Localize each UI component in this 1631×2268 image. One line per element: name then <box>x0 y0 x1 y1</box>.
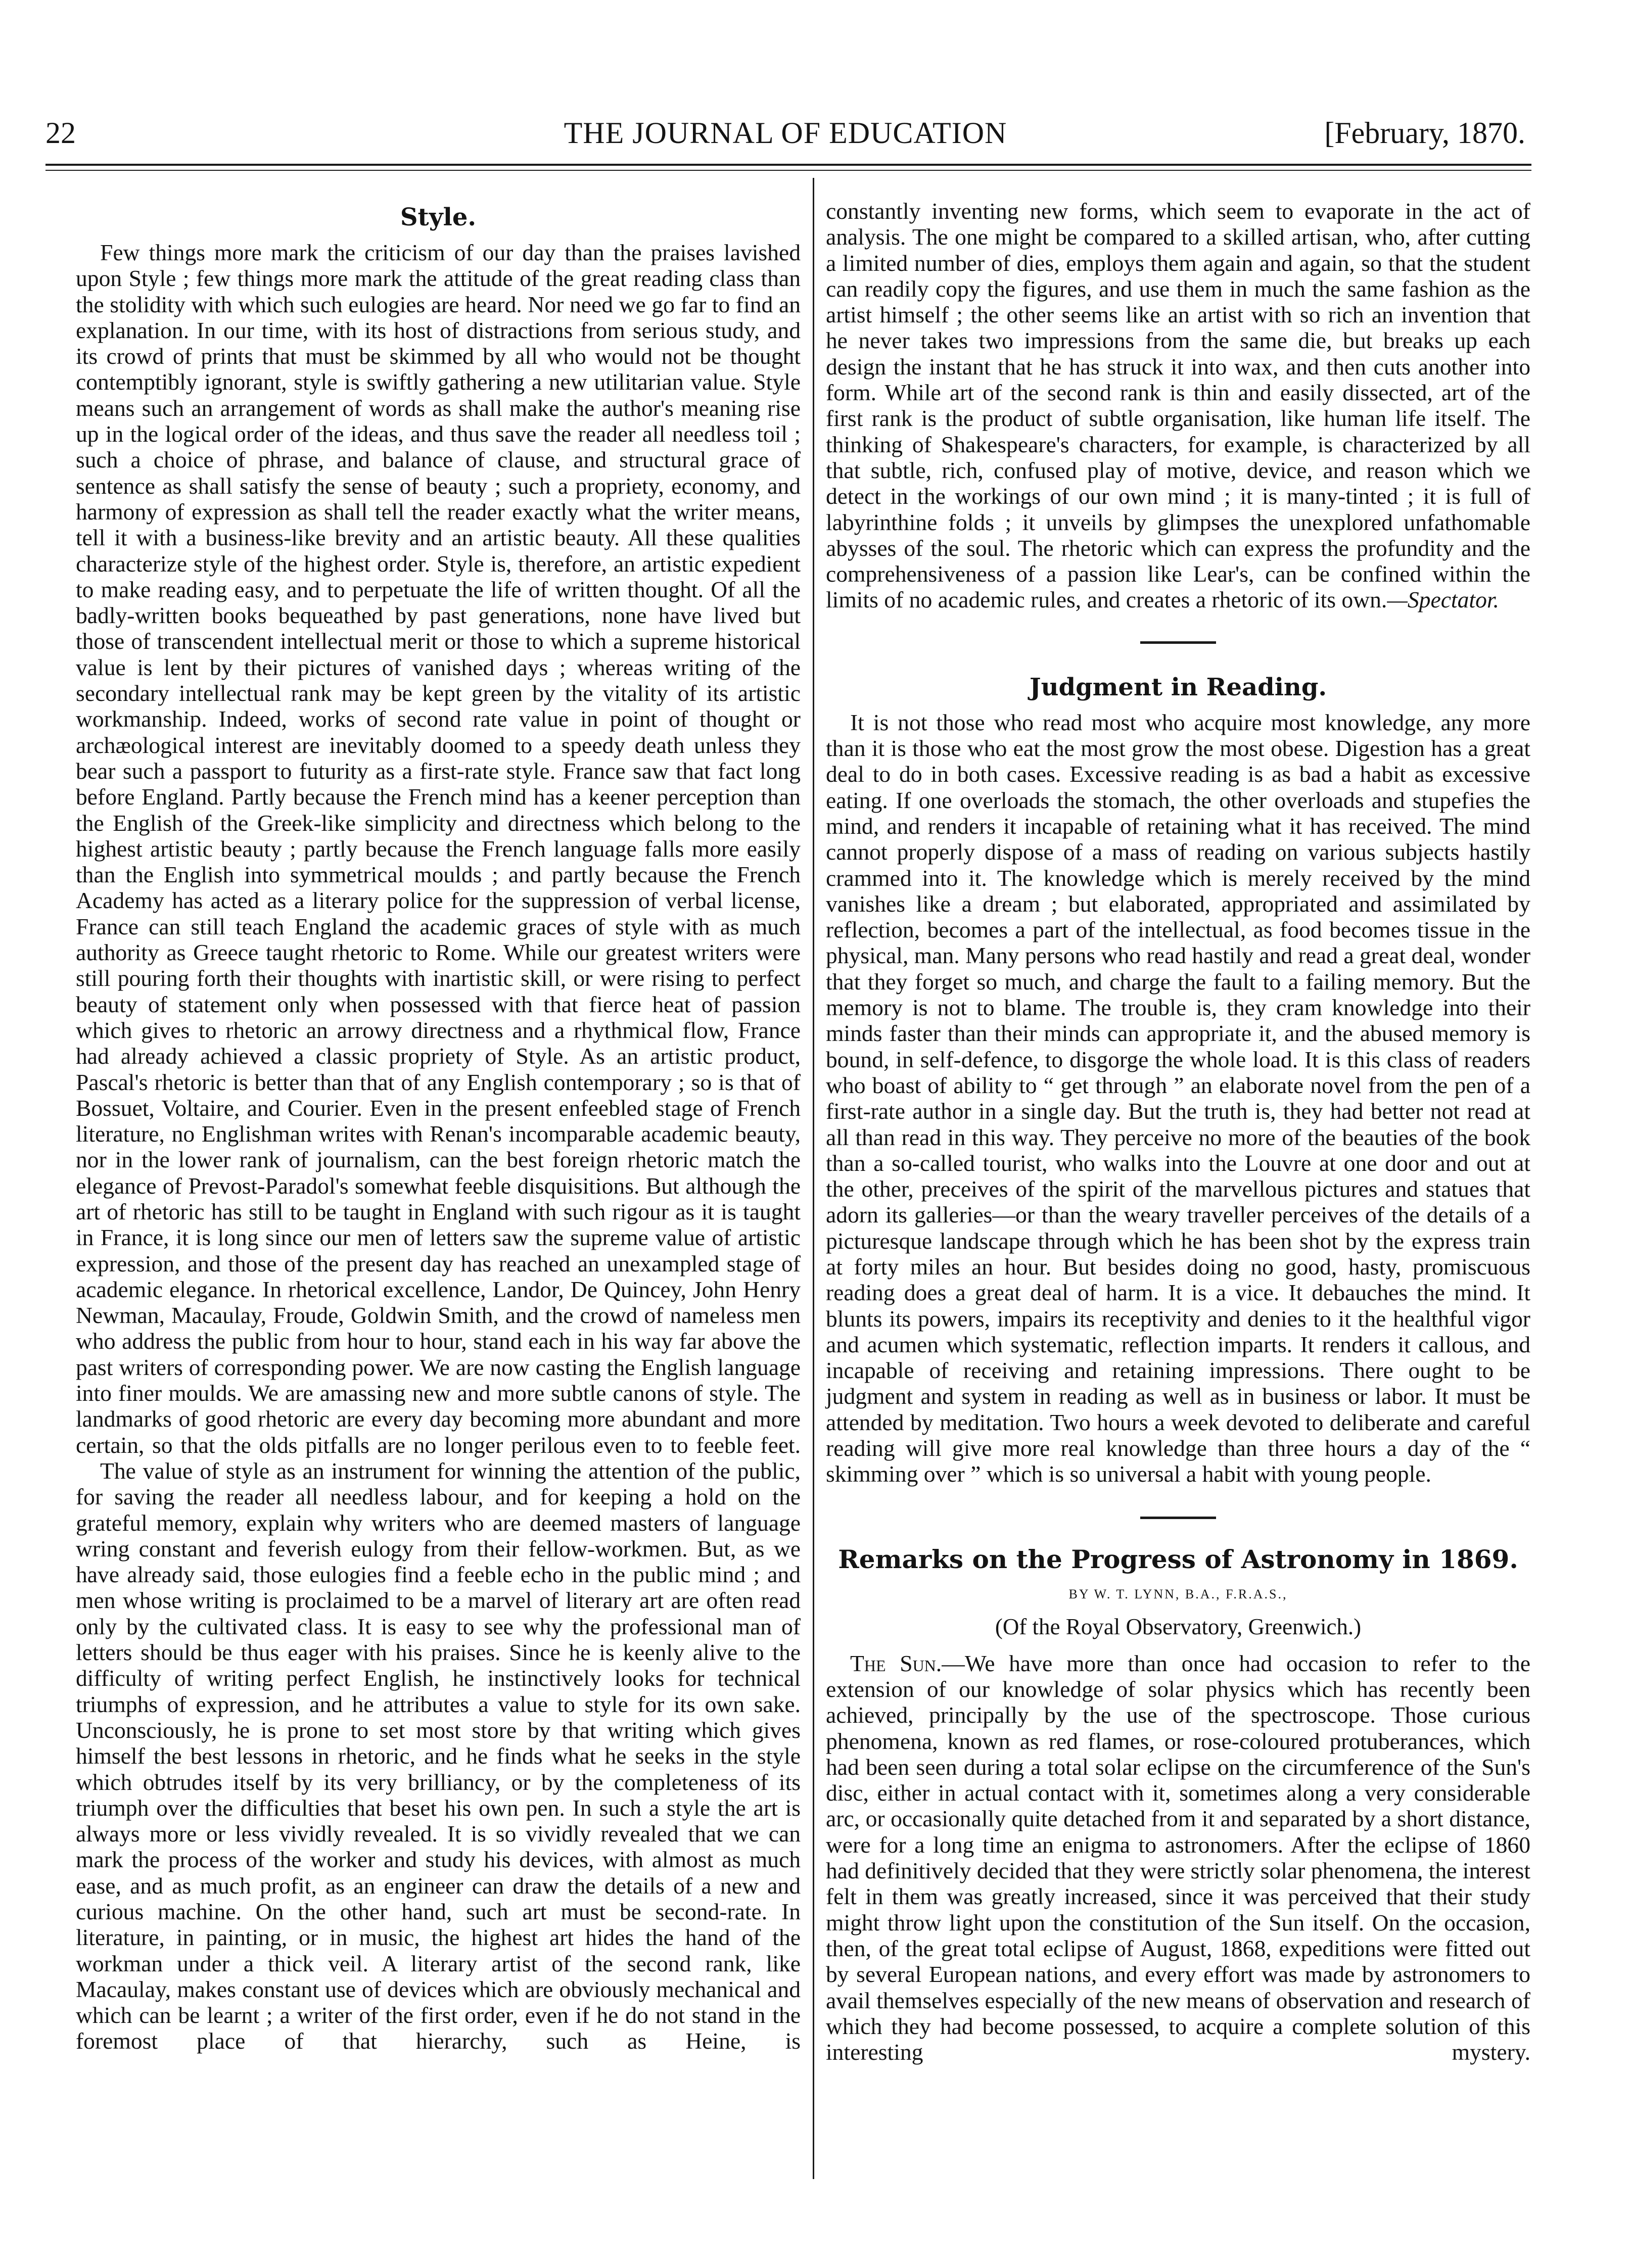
style-source: —Spectator. <box>1387 587 1499 613</box>
column-rule <box>813 178 814 2179</box>
running-header <box>45 110 1525 156</box>
style-continuation-text: constantly inventing new forms, which seem to evaporate in the act of analysis. The one might be compared to a skilled artisan, who, after cutting a limited number of dies, employs them again and again, so that the student can readily copy the figures, and use them in much the same fashion as the artist himself ; the other seems like an artist with so rich an invention that he never takes two impressions from the same die, but breaks up each design the instant that he has struck it into wax, and then cuts another into form. While art of the second rank is thin and easily dissected, art of the first rank is the product of subtle organisation, like human life itself. The thinking of Shakespeare's characters, for example, is characterized by all that subtle, rich, confused play of motive, device, and reason which we detect in the workings of our own mind ; it is many-tinted ; it is full of labyrinthine folds ; it unveils by glimpses the unexplored unfathomable abysses of the soul. The rhetoric which can express the profundity and the comprehensiveness of a passion like Lear's, can be confined within the limits of no academic rules, and creates a rhetoric of its own. <box>826 198 1530 613</box>
style-paragraph-1: Few things more mark the criticism of our day than the praises lavished upon Style ; few things more mark the attitude of the great reading class than the stolidity with which such eulogies are heard. Nor need we go far to find an explanation. In our time, with its host of distractions from serious study, and its crowd of prints that must be skimmed by all who would not be thought contemptibly ignorant, style is swiftly gathering a new utilitarian value. Style means such an arrangement of words as shall make the author's meaning rise up in the logical order of the ideas, and thus save the reader all needless toil ; such a choice of phrase, and balance of clause, and structural grace of sentence as shall satisfy the sense of beauty ; such a propriety, economy, and harmony of expression as shall tell the reader exactly what the writer means, tell it with a business-like brevity and an artistic beauty. All these qualities characterize style of the highest order. Style is, therefore, an artistic expedient to make reading easy, and to perpetuate the life of written thought. Of all the badly-written books bequeathed by past generations, none have lived but those of transcendent intellectual merit or those to which a supreme historical value is lent by their pictures of vanished days ; whereas writing of the secondary intellectual rank may be kept green by the vitality of its artistic workmanship. Indeed, works of second rate value in point of thought or archæological interest are inevitably doomed to a speedy death unless they bear such a passport to futurity as a first-rate style. France saw that fact long before England. Partly because the French mind has a keener perception than the English of the Greek-like simplicity and directness which belong to the highest artistic beauty ; partly because the French language falls more easily than the English into symmetrical moulds ; and partly because the French Academy has acted as a literary police for the suppression of verbal license, France can still teach England the academic graces of style with as much authority as Greece taught rhetoric to Rome. While our greatest writers were still pouring forth their thoughts with inartistic skill, or were rising to perfect beauty of statement only when possessed with that fierce heat of passion which gives to rhetoric an arrowy directness and a rhythmical flow, France had already achieved a classic propriety of Style. As an artistic product, Pascal's rhetoric is better than that of any English contemporary ; so is that of Bossuet, Voltaire, and Courier. Even in the present enfeebled stage of French literature, no Englishman writes with Renan's incomparable academic beauty, nor in the lower rank of journalism, can the best foreign rhetoric match the elegance of Prevost-Paradol's somewhat feeble disquisitions. But although the art of rhetoric has still to be taught in England with such rigour as it is taught in France, it is long since our men of letters saw the supreme value of artistic expression, and those of the present day has reached an unexampled stage of academic elegance. In rhetorical excellence, Landor, De Quincey, John Henry Newman, Macaulay, Froude, Goldwin Smith, and the crowd of nameless men who address the public from hour to hour, stand each in his way far above the past writers of corresponding power. We are now casting the English language into finer moulds. We are amassing new and more subtle canons of style. The landmarks of good rhetoric are every day becoming more abundant and more certain, so that the olds pitfalls are no longer perilous even to to feeble feet. <box>76 240 801 1458</box>
section-divider <box>1140 1517 1216 1519</box>
judgment-article-title: Judgment in Reading. <box>1029 673 1327 701</box>
header-rule <box>45 164 1531 166</box>
issue-date: [February, 1870. <box>1324 116 1525 150</box>
right-column <box>826 198 1530 2065</box>
journal-title: THE JOURNAL OF EDUCATION <box>564 116 1007 150</box>
astronomy-paragraph-text: —We have more than once had occasion to refer to the extension of our knowledge of solar physics which has recently been achieved, principally by the use of the spectroscope. Those curious phenomena, known as red flames, or rose-coloured protuberances, which had been seen during a total solar eclipse on the circumference of the Sun's disc, either in actual contact with it, sometimes along a very considerable arc, or occasionally quite detached from it and separated by a short distance, were for a long time an enigma to astronomers. After the eclipse of 1860 had definitively decided that they were strictly solar phenomena, the interest felt in them was greatly increased, since it was perceived that their study might throw light upon the constitution of the Sun itself. On the occasion, then, of the great total eclipse of August, 1868, expeditions were fitted out by several European nations, and every effort was made by astronomers to avail themselves especially of the new means of observation and research of which they had become possessed, to acquire a complete solution of this interesting mystery. <box>826 1650 1530 2065</box>
astronomy-lead-in: The Sun. <box>850 1650 942 1676</box>
section-divider <box>1140 641 1216 644</box>
judgment-paragraph-1: It is not those who read most who acquire most knowledge, any more than it is those who eat the most grow the most obese. Digestion has a great deal to do in both cases. Excessive reading is as bad a habit as excessive eating. If one overloads the stomach, the other overloads and stupefies the mind, and renders it incapable of retaining what it has received. The mind cannot properly dispose of a mass of reading on various subjects hastily crammed into it. The knowledge which is merely received by the mind vanishes like a dream ; but elaborated, appropriated and assimilated by reflection, becomes a part of the intellectual, as food becomes tissue in the physical, man. Many persons who read hastily and read a great deal, wonder that they forget so much, and charge the fault to a failing memory. But the memory is not to blame. The trouble is, they cram knowledge into their minds faster than their minds can appropriate it, and the abused memory is bound, in self-defence, to disgorge the whole load. It is this class of readers who boast of ability to “ get through ” an elaborate novel from the pen of a first-rate author in a single day. But the truth is, they had better not read at all than read in this way. They perceive no more of the beauties of the book than a so-called tourist, who walks into the Louvre at one door and out at the other, preceives of the spirit of the marvellous pictures and statues that adorn its galleries—or than the weary traveller perceives of the details of a picturesque landscape through which he has been shot by the express train at forty miles an hour. But besides doing no good, hasty, promiscuous reading does a great deal of harm. It is a vice. It debauches the mind. It blunts its powers, impairs its receptivity and denies to it the healthful vigor and acumen which systematic, reflection imparts. It renders it callous, and incapable of receiving and retaining impressions. There ought to be judgment and system in reading as well as in business or labor. It must be attended by meditation. Two hours a week devoted to deliberate and careful reading will give more real knowledge than three hours a day of the “ skimming over ” which is so universal a habit with young people. <box>826 709 1530 1487</box>
astronomy-article-title: Remarks on the Progress of Astronomy in 1869. <box>838 1544 1518 1574</box>
style-article-title: Style. <box>400 203 477 231</box>
astronomy-affiliation: (Of the Royal Observatory, Greenwich.) <box>995 1614 1362 1639</box>
astronomy-byline: BY W. T. LYNN, B.A., F.R.A.S., <box>1068 1586 1288 1601</box>
style-continuation <box>826 198 1530 613</box>
header-rule-thin <box>45 170 1531 171</box>
style-paragraph-2: The value of style as an instrument for winning the attention of the public, for saving the reader all needless labour, and for keeping a hold on the grateful memory, explain why writers who are deemed masters of language wring constant and feverish eulogy from their fellow-workmen. But, as we have already said, those eulogies find a feeble echo in the public mind ; and men whose writing is proclaimed to be a marvel of literary art are often read only by the cultivated class. It is easy to see why the professional man of letters should be thus eager with his praises. Since he is keenly alive to the difficulty of writing perfect English, he instinctively looks for technical triumphs of expression, and he attributes a value to style for its own sake. Unconsciously, he is prone to set most store by that writing which gives himself the best lessons in rhetoric, and he finds what he seeks in the style which obtrudes itself by its very brilliancy, or by the completeness of its triumph over the difficulties that beset his own pen. In such a style the art is always more or less vividly revealed. It is so vividly revealed that we can mark the process of the worker and study his devices, with almost as much ease, and as much profit, as an engineer can draw the details of a new and curious machine. On the other hand, such art must be second-rate. In literature, in painting, or in music, the highest art hides the hand of the workman under a thick veil. A literary artist of the second rank, like Macaulay, makes constant use of devices which are obviously mechanical and which can be learnt ; a writer of the first order, even if he do not stand in the foremost place of that hierarchy, such as Heine, is <box>76 1457 801 2054</box>
left-column <box>76 202 801 2054</box>
astronomy-paragraph-1 <box>826 1650 1530 2065</box>
page-number: 22 <box>45 116 76 150</box>
